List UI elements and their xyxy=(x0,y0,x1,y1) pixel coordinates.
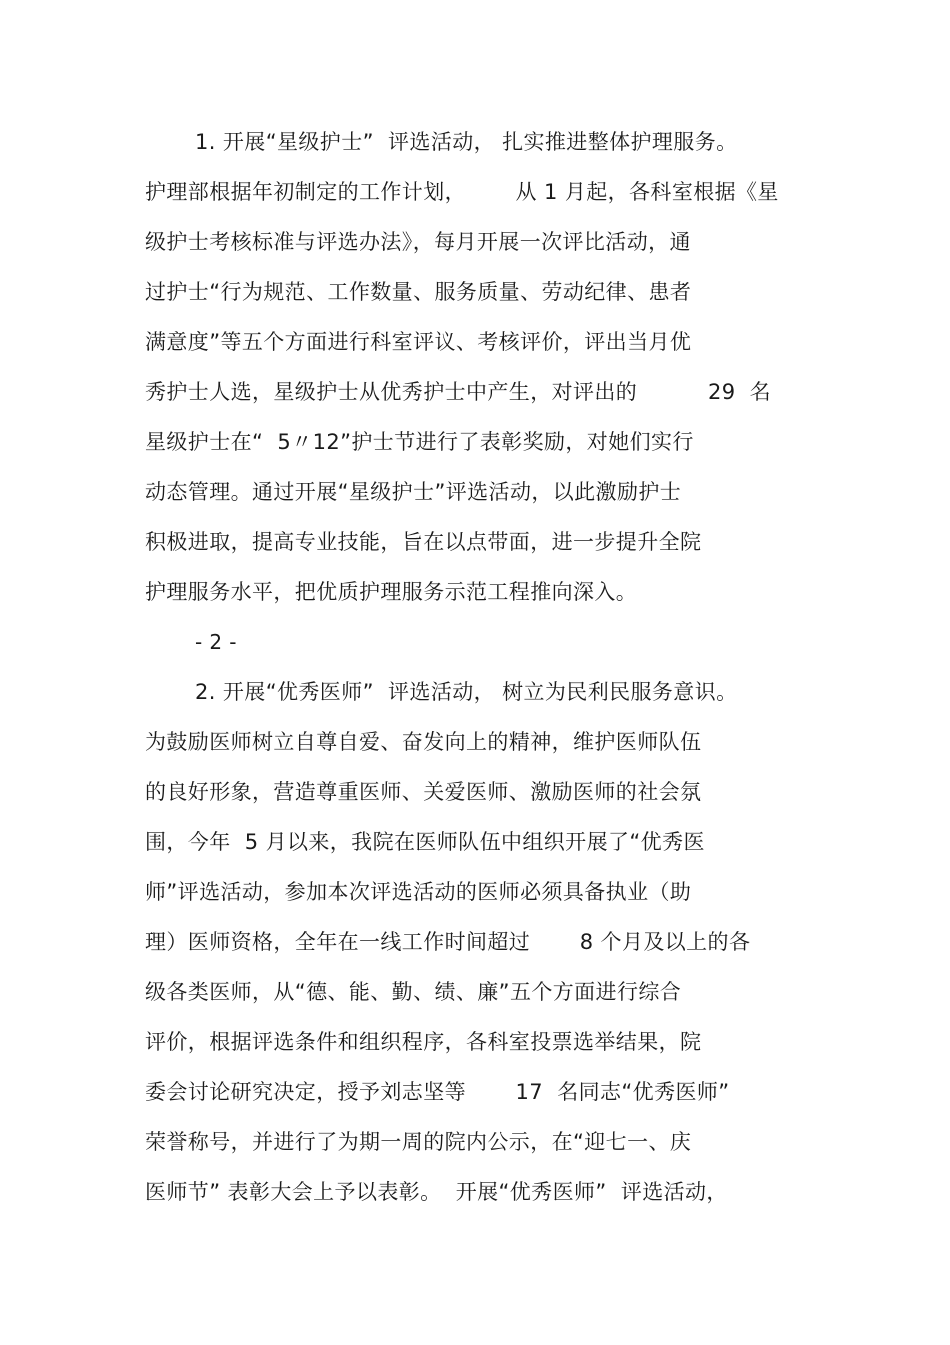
section2-line-9: 委会讨论研究决定，授予刘志坚等 17 名同志“优秀医师” xyxy=(145,1080,730,1104)
section1-line-2: 护理部根据年初制定的工作计划， 从 1 月起，各科室根据《星 xyxy=(145,180,779,204)
section1-line-4: 过护士“行为规范、工作数量、服务质量、劳动纪律、患者 xyxy=(145,280,692,304)
section1-line-3: 级护士考核标准与评选办法》，每月开展一次评比活动，通 xyxy=(145,230,691,254)
section2-line-6: 理）医师资格，全年在一线工作时间超过 8 个月及以上的各 xyxy=(145,930,751,954)
page-number: - 2 - xyxy=(195,630,237,654)
section2-line-3: 的良好形象，营造尊重医师、关爱医师、激励医师的社会氛 xyxy=(145,780,702,804)
section2-line-2: 为鼓励医师树立自尊自爱、奋发向上的精神，维护医师队伍 xyxy=(145,730,702,754)
section2-line-5: 师”评选活动，参加本次评选活动的医师必须具备执业（助 xyxy=(145,880,692,904)
section1-heading: 1. 开展“星级护士” 评选活动， 扎实推进整体护理服务。 xyxy=(195,130,738,154)
section1-line-10: 护理服务水平，把优质护理服务示范工程推向深入。 xyxy=(145,580,638,604)
section2-heading: 2. 开展“优秀医师” 评选活动， 树立为民利民服务意识。 xyxy=(195,680,738,704)
section2-line-8: 评价，根据评选条件和组织程序，各科室投票选举结果，院 xyxy=(145,1030,702,1054)
section2-line-7: 级各类医师，从“德、能、勤、绩、廉”五个方面进行综合 xyxy=(145,980,682,1004)
section2-line-11: 医师节” 表彰大会上予以表彰。 开展“优秀医师” 评选活动， xyxy=(145,1180,728,1204)
section1-line-5: 满意度”等五个方面进行科室评议、考核评价，评出当月优 xyxy=(145,330,692,354)
section1-line-6: 秀护士人选，星级护士从优秀护士中产生，对评出的 29 名 xyxy=(145,380,772,404)
section1-line-7: 星级护士在“ 5〃12”护士节进行了表彰奖励，对她们实行 xyxy=(145,430,694,454)
section2-line-10: 荣誉称号，并进行了为期一周的院内公示，在“迎七一、庆 xyxy=(145,1130,692,1154)
section2-line-4: 围，今年 5 月以来，我院在医师队伍中组织开展了“优秀医 xyxy=(145,830,705,854)
section1-line-9: 积极进取，提高专业技能，旨在以点带面，进一步提升全院 xyxy=(145,530,702,554)
section1-line-8: 动态管理。通过开展“星级护士”评选活动，以此激励护士 xyxy=(145,480,682,504)
